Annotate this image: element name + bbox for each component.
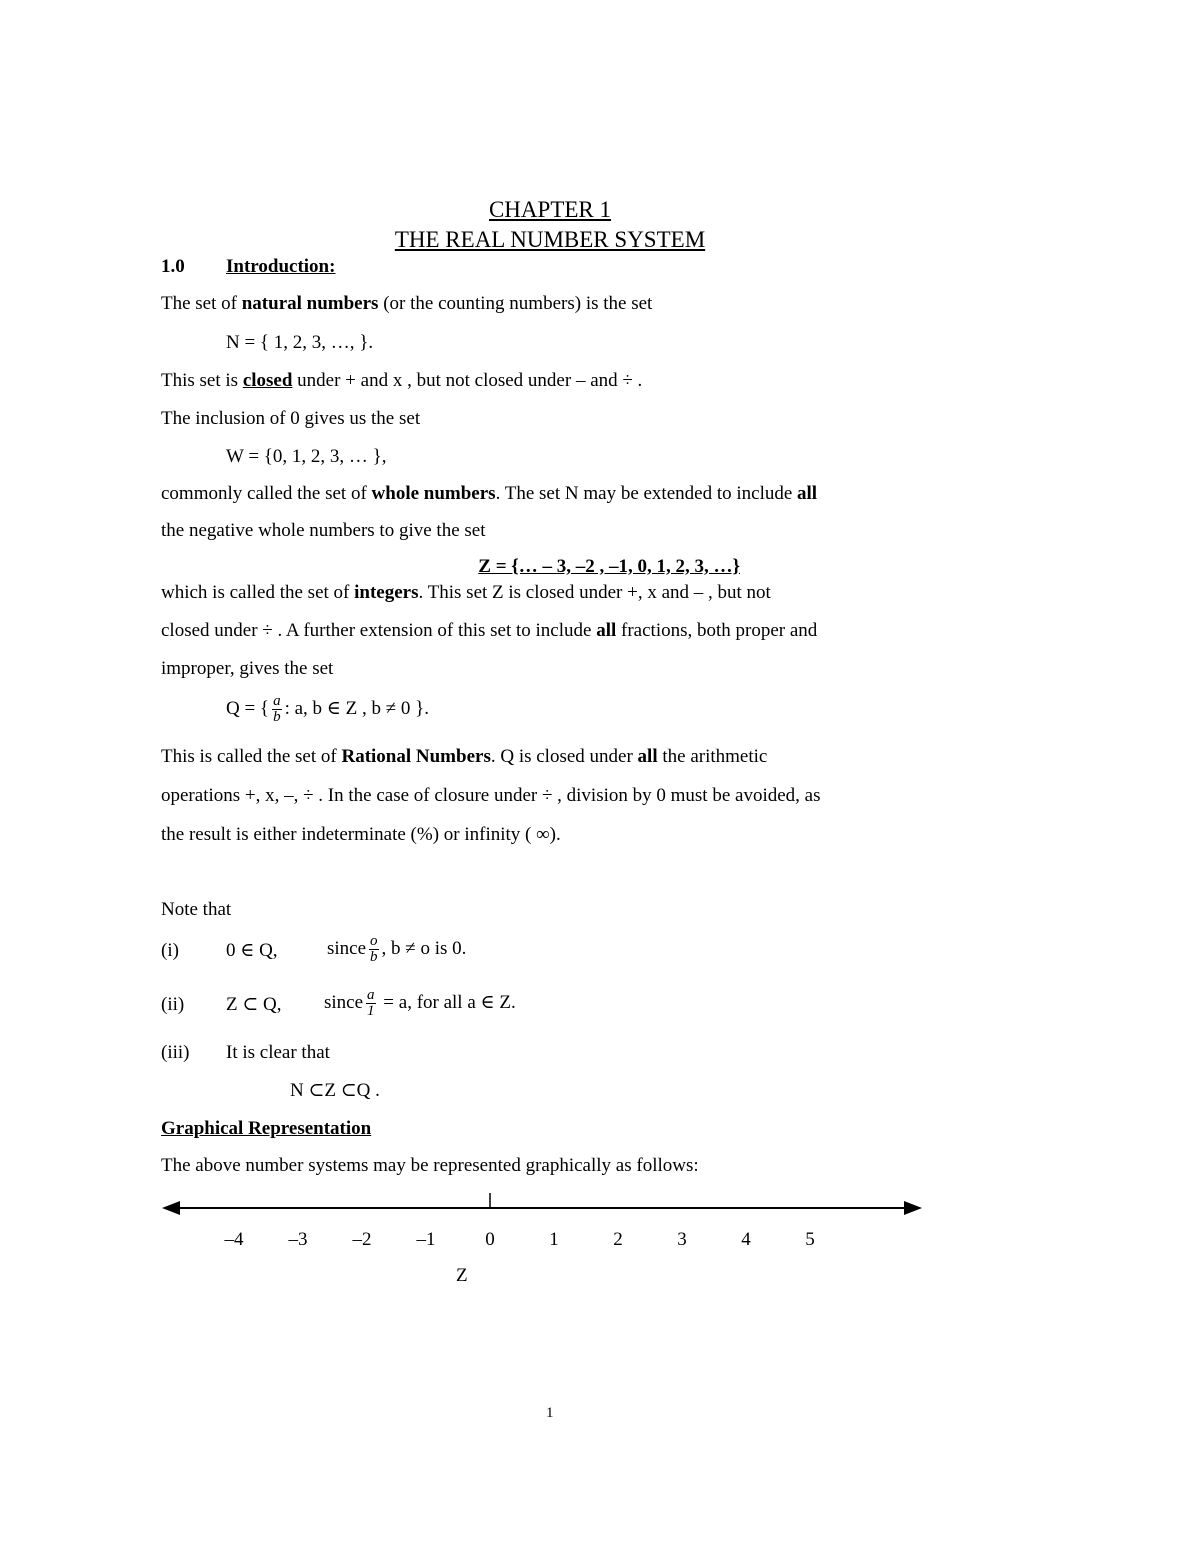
text-run: , b ≠ o is 0. bbox=[381, 937, 467, 959]
paragraph-line bbox=[161, 294, 652, 313]
fraction-denominator: 1 bbox=[367, 1003, 375, 1019]
page-number: 1 bbox=[546, 1405, 554, 1421]
item-reason bbox=[327, 934, 466, 965]
term-all: all bbox=[596, 620, 617, 641]
paragraph-line: The inclusion of 0 gives us the set bbox=[161, 408, 421, 429]
item-label: (ii) bbox=[161, 994, 185, 1015]
term-natural-numbers: natural numbers bbox=[241, 293, 379, 314]
note-heading: Note that bbox=[161, 899, 232, 920]
paragraph-line: the negative whole numbers to give the set bbox=[161, 520, 486, 541]
graph-heading: Graphical Representation bbox=[161, 1118, 372, 1139]
text-run: which is called the set of bbox=[161, 582, 355, 603]
text-run: since bbox=[327, 937, 367, 959]
fraction-o-over-b bbox=[369, 934, 379, 965]
fraction-numerator: o bbox=[370, 933, 378, 949]
text-run: fractions, both proper and bbox=[616, 620, 818, 641]
term-whole-numbers: whole numbers bbox=[371, 483, 496, 504]
item-statement: It is clear that bbox=[226, 1042, 330, 1063]
text-run: since bbox=[324, 991, 364, 1013]
tick-label: 0 bbox=[485, 1229, 495, 1250]
text-run: = a, for all a ∈ Z. bbox=[378, 991, 516, 1013]
term-rational-numbers: Rational Numbers bbox=[341, 746, 491, 767]
item-statement: Z ⊂ Q, bbox=[226, 994, 282, 1015]
text-run: Q = { bbox=[226, 697, 270, 719]
paragraph-line bbox=[161, 747, 767, 766]
paragraph-line bbox=[161, 621, 817, 640]
text-run: (or the counting numbers) is the set bbox=[378, 293, 653, 314]
fraction-numerator: a bbox=[273, 693, 281, 709]
tick-label: 2 bbox=[613, 1229, 623, 1250]
fraction-numerator: a bbox=[367, 987, 375, 1003]
term-integers: integers bbox=[354, 582, 419, 603]
text-run: under + and x , but not closed under – and ÷ . bbox=[292, 370, 643, 391]
fraction-a-over-b bbox=[272, 694, 282, 725]
text-run: commonly called the set of bbox=[161, 483, 372, 504]
paragraph-line: operations +, x, –, ÷ . In the case of closure under ÷ , division by 0 must be avoided, as bbox=[161, 785, 821, 806]
paragraph-line bbox=[161, 583, 771, 602]
item-statement: 0 ∈ Q, bbox=[226, 940, 278, 961]
text-run: . Q is closed under bbox=[490, 746, 638, 767]
text-run: . The set N may be extended to include bbox=[495, 483, 798, 504]
set-w-definition: W = {0, 1, 2, 3, … }, bbox=[226, 446, 387, 467]
text-run: . This set Z is closed under +, x and – , but not bbox=[418, 582, 771, 603]
tick-label: 1 bbox=[549, 1229, 559, 1250]
paragraph-line: the result is either indeterminate (%) or infinity ( ∞). bbox=[161, 824, 561, 845]
item-label: (i) bbox=[161, 940, 179, 961]
tick-label: –1 bbox=[416, 1229, 436, 1250]
tick-label: 5 bbox=[805, 1229, 815, 1250]
paragraph-line bbox=[161, 484, 817, 503]
term-all: all bbox=[797, 483, 818, 504]
text-run: the arithmetic bbox=[657, 746, 768, 767]
term-all: all bbox=[637, 746, 658, 767]
set-label-z: Z bbox=[456, 1265, 468, 1286]
tick-label: 3 bbox=[677, 1229, 687, 1250]
fraction-denominator: b bbox=[273, 709, 281, 725]
right-arrow-icon bbox=[904, 1201, 922, 1215]
set-q-definition bbox=[226, 694, 429, 725]
chapter-title: THE REAL NUMBER SYSTEM bbox=[394, 227, 706, 252]
paragraph-line: improper, gives the set bbox=[161, 658, 334, 679]
text-run: The set of bbox=[161, 293, 242, 314]
set-n-definition: N = { 1, 2, 3, …, }. bbox=[226, 332, 374, 353]
subset-chain: N ⊂Z ⊂Q . bbox=[290, 1080, 380, 1101]
left-arrow-icon bbox=[162, 1201, 180, 1215]
tick-label: –4 bbox=[224, 1229, 244, 1250]
chapter-heading: CHAPTER 1 bbox=[488, 197, 612, 222]
section-number: 1.0 bbox=[161, 256, 185, 277]
set-z-definition: Z = {… – 3, –2 , –1, 0, 1, 2, 3, …} bbox=[478, 556, 740, 577]
tick-label: 4 bbox=[741, 1229, 751, 1250]
term-closed: closed bbox=[242, 370, 293, 391]
graph-intro: The above number systems may be represented graphically as follows: bbox=[161, 1155, 699, 1176]
number-line-axis bbox=[160, 1190, 925, 1226]
item-reason bbox=[324, 988, 516, 1019]
fraction-a-over-1 bbox=[366, 988, 376, 1019]
section-title: Introduction: bbox=[226, 256, 336, 277]
paragraph-line bbox=[161, 371, 642, 390]
text-run: This is called the set of bbox=[161, 746, 342, 767]
text-run: This set is bbox=[161, 370, 243, 391]
tick-label: –2 bbox=[352, 1229, 372, 1250]
fraction-denominator: b bbox=[370, 949, 378, 965]
item-label: (iii) bbox=[161, 1042, 190, 1063]
tick-label: –3 bbox=[288, 1229, 308, 1250]
text-run: closed under ÷ . A further extension of this set to include bbox=[161, 620, 597, 641]
text-run: : a, b ∈ Z , b ≠ 0 }. bbox=[284, 697, 429, 719]
